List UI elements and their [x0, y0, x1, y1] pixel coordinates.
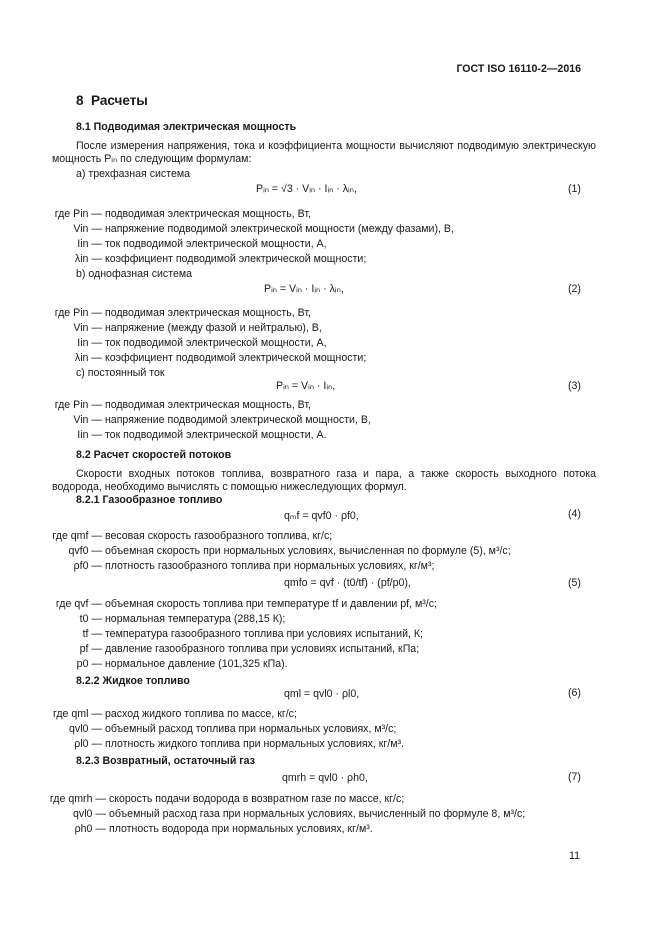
definitions-1: [44, 208, 454, 268]
formula-1-number: (1): [568, 183, 581, 195]
definition-text: объемная скорость при нормальных условиях, вычисленная по формуле (5), м³/с;: [104, 545, 511, 557]
formula-7-number: (7): [568, 771, 581, 783]
definition-text: скорость подачи водорода в возвратном газе по массе, кг/с;: [108, 793, 405, 805]
definition-symbol: pf —: [79, 643, 102, 655]
definitions-3: [44, 399, 371, 444]
definition-row: [44, 658, 437, 673]
definition-symbol: λin —: [74, 352, 102, 364]
definition-symbol: где qmf —: [52, 530, 102, 542]
definition-text: коэффициент подводимой электрической мощности;: [104, 352, 367, 364]
definition-text: объемный расход газа при нормальных условиях, вычисленный по формуле 8, м³/с;: [108, 808, 526, 820]
definition-symbol: Iin —: [77, 429, 102, 441]
definitions-2: [44, 307, 366, 367]
definition-text: подводимая электрическая мощность, Вт,: [104, 399, 311, 411]
formula-3-number: (3): [568, 380, 581, 392]
formula-4-number: (4): [568, 508, 581, 520]
definition-text: температура газообразного топлива при условиях испытаний, К;: [104, 628, 423, 640]
formula-2-number: (2): [568, 283, 581, 295]
definition-row: [44, 823, 525, 838]
definition-row: [44, 352, 366, 367]
definition-row: [44, 307, 366, 322]
definition-text: плотность жидкого топлива при нормальных условиях, кг/м³.: [104, 738, 404, 750]
definition-symbol: где Pin —: [54, 208, 102, 220]
definition-symbol: p0 —: [76, 658, 102, 670]
paragraph-8-2-intro: Скорости входных потоков топлива, возвратного газа и пара, а также скорость выходного потока водорода, необходимо вычислять с помощью нижеследующих формул.: [52, 468, 596, 493]
definitions-4: [44, 530, 511, 575]
list-item-c: c) постоянный ток: [76, 367, 165, 379]
subsection-8-2-title: 8.2 Расчет скоростей потоков: [76, 449, 232, 461]
definition-row: [44, 738, 404, 753]
definition-row: [44, 598, 437, 613]
subsection-8-1-title: 8.1 Подводимая электрическая мощность: [76, 121, 297, 133]
formula-2: Pᵢₙ = Vᵢₙ · Iᵢₙ · λᵢₙ,: [264, 283, 344, 295]
formula-5: qmfo = qvf · (t0/tf) · (pf/p0),: [284, 577, 411, 589]
definition-row: [44, 223, 454, 238]
definition-row: [44, 545, 511, 560]
definition-symbol: Iin —: [77, 337, 102, 349]
definition-symbol: ρh0 —: [74, 823, 106, 835]
definition-symbol: λin —: [74, 253, 102, 265]
definition-text: коэффициент подводимой электрической мощности;: [104, 253, 367, 265]
paragraph-8-1-intro: После измерения напряжения, тока и коэффициента мощности вычисляют подводимую электрическую мощность Pᵢₙ по следующим формулам:: [52, 140, 596, 165]
definition-row: [44, 208, 454, 223]
definition-symbol: qvl0 —: [73, 808, 106, 820]
definition-symbol: Iin —: [77, 238, 102, 250]
definition-text: ток подводимой электрической мощности, А.: [104, 429, 327, 441]
definition-text: весовая скорость газообразного топлива, кг/с;: [104, 530, 333, 542]
formula-4: qₘf = qvf0 · ρf0,: [284, 510, 359, 522]
definition-row: [44, 253, 454, 268]
definition-text: расход жидкого топлива по массе, кг/с;: [104, 708, 297, 720]
subsection-8-2-2-title: 8.2.2 Жидкое топливо: [76, 675, 190, 687]
definition-row: [44, 708, 404, 723]
definition-text: напряжение (между фазой и нейтралью), В,: [104, 322, 322, 334]
formula-6-number: (6): [568, 687, 581, 699]
definitions-6: [44, 708, 404, 753]
definition-row: [44, 530, 511, 545]
section-number: 8: [76, 93, 84, 108]
definition-symbol: tf —: [82, 628, 102, 640]
definition-symbol: где qmrh —: [49, 793, 106, 805]
formula-1: Pᵢₙ = √3 · Vᵢₙ · Iᵢₙ · λᵢₙ,: [256, 183, 357, 195]
definition-row: [44, 337, 366, 352]
definition-row: [44, 793, 525, 808]
definitions-5: [44, 598, 437, 673]
definition-text: ток подводимой электрической мощности, А,: [104, 238, 327, 250]
section-title: Расчеты: [91, 93, 148, 108]
page-number: 11: [569, 850, 580, 862]
definition-symbol: ρf0 —: [73, 560, 102, 572]
definition-symbol: Vin —: [73, 223, 102, 235]
document-standard-number: ГОСТ ISO 16110-2—2016: [456, 63, 581, 75]
definition-symbol: t0 —: [79, 613, 102, 625]
definition-symbol: Vin —: [73, 414, 102, 426]
section-heading: [76, 93, 148, 108]
definition-row: [44, 613, 437, 628]
definition-symbol: qvl0 —: [69, 723, 102, 735]
definition-text: нормальное давление (101,325 кПа).: [104, 658, 288, 670]
definition-text: давление газообразного топлива при условиях испытаний, кПа;: [104, 643, 420, 655]
definition-symbol: где Pin —: [54, 307, 102, 319]
formula-5-number: (5): [568, 577, 581, 589]
definition-row: [44, 414, 371, 429]
definition-row: [44, 643, 437, 658]
definition-row: [44, 808, 525, 823]
definition-text: объемный расход топлива при нормальных условиях, м³/с;: [104, 723, 397, 735]
definition-symbol: где Pin —: [54, 399, 102, 411]
definition-text: ток подводимой электрической мощности, А,: [104, 337, 327, 349]
definition-text: плотность водорода при нормальных условиях, кг/м³.: [108, 823, 373, 835]
definition-row: [44, 723, 404, 738]
definition-symbol: где qml —: [52, 708, 102, 720]
definition-text: подводимая электрическая мощность, Вт,: [104, 307, 311, 319]
subsection-8-2-3-title: 8.2.3 Возвратный, остаточный газ: [76, 755, 255, 767]
definition-text: плотность газообразного топлива при нормальных условиях, кг/м³;: [104, 560, 435, 572]
definition-row: [44, 238, 454, 253]
definition-row: [44, 322, 366, 337]
list-item-b: b) однофазная система: [76, 268, 193, 280]
subsection-8-2-1-title: 8.2.1 Газообразное топливо: [76, 494, 223, 506]
formula-6: qml = qvl0 · ρl0,: [284, 688, 360, 700]
definition-row: [44, 560, 511, 575]
definition-text: напряжение подводимой электрической мощности, В,: [104, 414, 371, 426]
definition-symbol: где qvf —: [55, 598, 102, 610]
definition-text: напряжение подводимой электрической мощности (между фазами), В,: [104, 223, 454, 235]
definition-row: [44, 628, 437, 643]
definitions-7: [44, 793, 525, 838]
formula-7: qmrh = qvl0 · ρh0,: [282, 772, 368, 784]
definition-symbol: qvf0 —: [68, 545, 102, 557]
definition-symbol: Vin —: [73, 322, 102, 334]
definition-text: нормальная температура (288,15 К);: [104, 613, 286, 625]
definition-text: объемная скорость топлива при температуре tf и давлении pf, м³/с;: [104, 598, 437, 610]
definition-row: [44, 429, 371, 444]
definition-row: [44, 399, 371, 414]
list-item-a: а) трехфазная система: [76, 168, 191, 180]
definition-text: подводимая электрическая мощность, Вт,: [104, 208, 311, 220]
formula-3: Pᵢₙ = Vᵢₙ · Iᵢₙ,: [276, 380, 336, 392]
definition-symbol: ρl0 —: [74, 738, 102, 750]
